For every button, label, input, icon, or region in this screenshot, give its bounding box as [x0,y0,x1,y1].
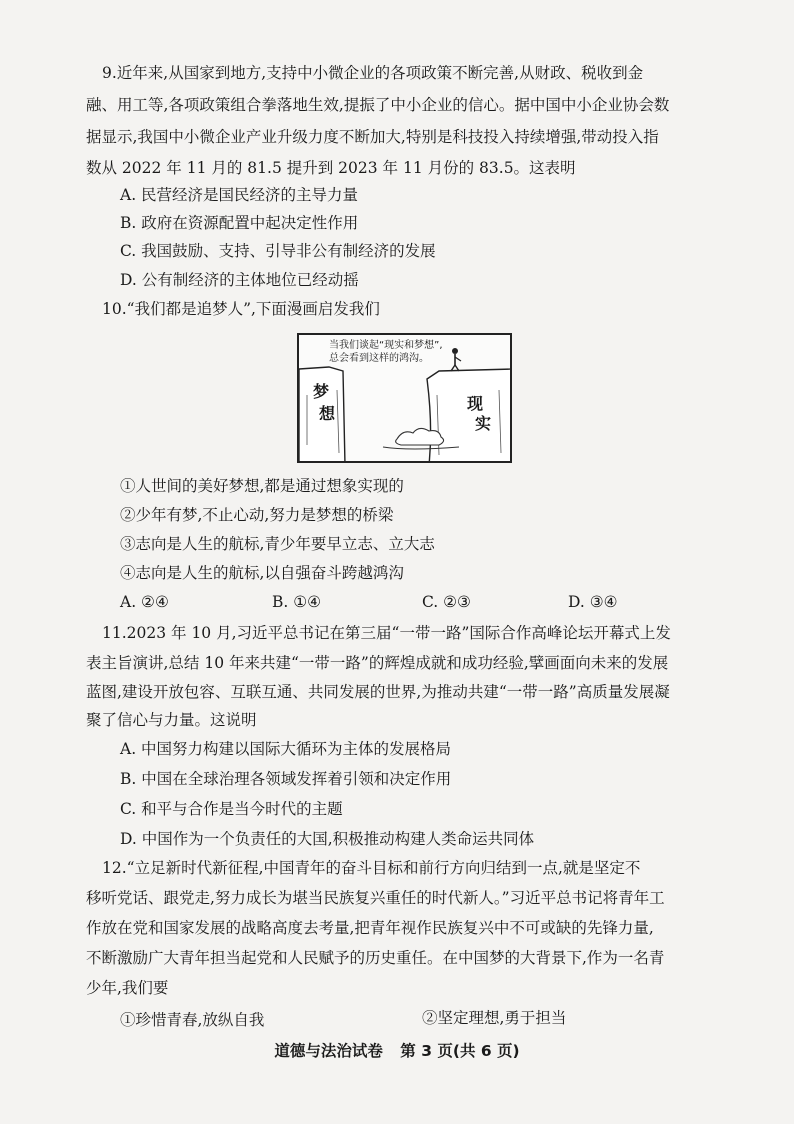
cartoon-dream-reality-gap [297,333,512,463]
q11-stem-line-1: 11.2023 年 10 月,习近平总书记在第三届“一带一路”国际合作高峰论坛开幕式上发 [102,624,671,642]
q11-option-b: B. 中国在全球治理各领域发挥着引领和决定作用 [120,770,452,788]
right-cliff-label-1: 现 [467,394,484,413]
q11-stem-line-2: 表主旨演讲,总结 10 年来共建“一带一路”的辉煌成就和成功经验,擘画面向未来的发展 [86,654,669,672]
q9-option-c: C. 我国鼓励、支持、引导非公有制经济的发展 [120,242,436,260]
q12-stem-line-5: 少年,我们要 [86,979,169,997]
q11-option-a: A. 中国努力构建以国际大循环为主体的发展格局 [120,740,452,758]
q10-choice-a: A. ②④ [120,593,169,611]
q12-stem-line-3: 作放在党和国家发展的战略高度去考量,把青年视作民族复兴中不可或缺的先锋力量, [86,919,654,937]
q10-choice-b: B. ①④ [272,593,322,611]
q10-statement-2: ②少年有梦,不止心动,努力是梦想的桥梁 [120,506,394,524]
q10-choice-c: C. ②③ [422,593,471,611]
q12-stem-line-4: 不断激励广大青年担当起党和人民赋予的历史重任。在中国梦的大背景下,作为一名青 [86,949,665,967]
cloud [396,428,444,445]
footer-subject: 道德与法治试卷 [274,1042,383,1060]
q9-option-d: D. 公有制经济的主体地位已经动摇 [120,271,359,289]
right-cliff [427,369,512,463]
q9-option-a: A. 民营经济是国民经济的主导力量 [120,186,359,204]
q9-stem-line-1: 9.近年来,从国家到地方,支持中小微企业的各项政策不断完善,从财政、税收到金 [102,64,644,82]
q10-statement-3: ③志向是人生的航标,青少年要早立志、立大志 [120,535,435,553]
cartoon-caption-line-1: 当我们谈起“现实和梦想”, [329,340,443,351]
q9-stem-line-3: 据显示,我国中小微企业产业升级力度不断加大,特别是科技投入持续增强,带动投入指 [86,128,659,146]
page-footer [0,1040,794,1062]
right-cliff-label-2: 实 [475,414,492,433]
q9-option-b: B. 政府在资源配置中起决定性作用 [120,214,359,232]
q10-stem: 10.“我们都是追梦人”,下面漫画启发我们 [102,300,380,318]
q11-stem-line-4: 聚了信心与力量。这说明 [86,711,257,729]
q12-statement-2: ②坚定理想,勇于担当 [422,1009,567,1027]
cartoon-caption-line-2: 总会看到这样的鸿沟。 [329,353,429,364]
q9-stem-line-2: 融、用工等,各项政策组合拳落地生效,提振了中小企业的信心。据中国中小企业协会数 [86,96,670,114]
q10-choice-d: D. ③④ [568,593,618,611]
q12-statement-1: ①珍惜青春,放纵自我 [120,1011,265,1029]
q9-stem-line-4: 数从 2022 年 11 月的 81.5 提升到 2023 年 11 月份的 83.5。这表明 [86,159,576,177]
person-figure [452,348,458,354]
q10-statement-4: ④志向是人生的航标,以自强奋斗跨越鸿沟 [120,564,404,582]
q12-stem-line-2: 移听党话、跟党走,努力成长为堪当民族复兴重任的时代新人。”习近平总书记将青年工 [86,889,665,907]
footer-page-number: 第 3 页(共 6 页) [400,1042,520,1060]
q11-option-c: C. 和平与合作是当今时代的主题 [120,800,343,818]
q11-stem-line-3: 蓝图,建设开放包容、互联互通、共同发展的世界,为推动共建“一带一路”高质量发展凝 [86,683,670,701]
q11-option-d: D. 中国作为一个负责任的大国,积极推动构建人类命运共同体 [120,830,535,848]
q12-stem-line-1: 12.“立足新时代新征程,中国青年的奋斗目标和前行方向归结到一点,就是坚定不 [102,859,641,877]
left-cliff-label-2: 想 [319,404,336,423]
left-cliff-label-1: 梦 [313,382,330,401]
q10-statement-1: ①人世间的美好梦想,都是通过想象实现的 [120,477,404,495]
